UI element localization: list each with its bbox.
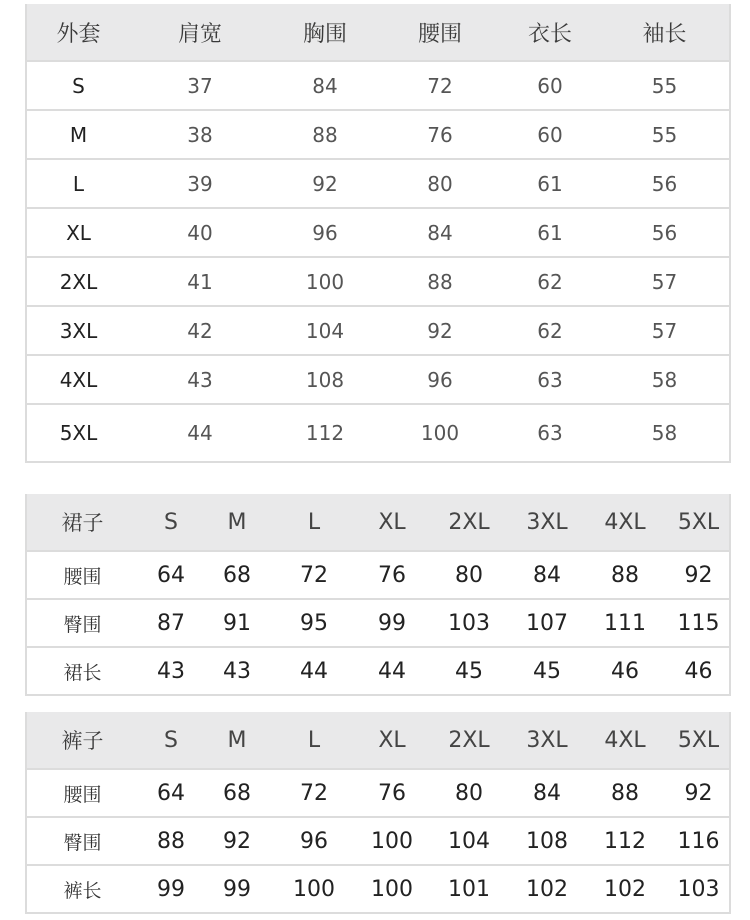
value-cell: 99 [204,865,270,913]
value-cell: 68 [204,769,270,817]
header-cell: 衣长 [500,4,600,61]
header-cell: 外套 [26,4,130,61]
table-row [26,769,730,817]
header-cell: M [204,494,270,551]
value-cell: 45 [426,647,512,695]
value-cell: 44 [358,647,426,695]
table-row [26,355,730,404]
size-cell: 4XL [26,355,130,404]
table-row [26,110,730,159]
value-cell: 84 [512,769,582,817]
value-cell: 43 [130,355,270,404]
value-cell: 99 [138,865,204,913]
value-cell: 112 [270,404,380,462]
value-cell: 108 [270,355,380,404]
value-cell: 60 [500,61,600,110]
value-cell: 43 [204,647,270,695]
value-cell: 39 [130,159,270,208]
header-cell: 3XL [512,494,582,551]
value-cell: 44 [130,404,270,462]
value-cell: 46 [668,647,730,695]
value-cell: 63 [500,404,600,462]
value-cell: 61 [500,159,600,208]
value-cell: 38 [130,110,270,159]
value-cell: 111 [582,599,668,647]
value-cell: 80 [426,551,512,599]
header-cell: L [270,712,358,769]
value-cell: 88 [270,110,380,159]
table-row [26,817,730,865]
value-cell: 96 [380,355,500,404]
header-cell: XL [358,494,426,551]
value-cell: 58 [600,355,730,404]
value-cell: 68 [204,551,270,599]
table-row [26,865,730,913]
header-cell: L [270,494,358,551]
table-header-row [26,712,730,769]
value-cell: 76 [358,551,426,599]
value-cell: 58 [600,404,730,462]
table-row [26,159,730,208]
value-cell: 88 [582,551,668,599]
header-cell: 腰围 [380,4,500,61]
table-row [26,61,730,110]
value-cell: 100 [380,404,500,462]
value-cell: 100 [270,257,380,306]
value-cell: 64 [138,769,204,817]
value-cell: 62 [500,257,600,306]
row-label: 裤长 [26,865,138,913]
value-cell: 44 [270,647,358,695]
size-cell: 3XL [26,306,130,355]
header-cell: 5XL [668,712,730,769]
value-cell: 37 [130,61,270,110]
value-cell: 76 [358,769,426,817]
table-row [26,599,730,647]
header-cell: 裤子 [26,712,138,769]
header-cell: XL [358,712,426,769]
header-cell: S [138,494,204,551]
table-header-row [26,494,730,551]
skirt-size-table [25,494,731,696]
value-cell: 104 [270,306,380,355]
value-cell: 108 [512,817,582,865]
value-cell: 96 [270,208,380,257]
value-cell: 115 [668,599,730,647]
size-cell: S [26,61,130,110]
table-row [26,306,730,355]
value-cell: 100 [358,817,426,865]
value-cell: 96 [270,817,358,865]
header-cell: 2XL [426,494,512,551]
header-cell: 4XL [582,712,668,769]
value-cell: 101 [426,865,512,913]
value-cell: 88 [138,817,204,865]
value-cell: 102 [582,865,668,913]
value-cell: 45 [512,647,582,695]
header-cell: 胸围 [270,4,380,61]
size-cell: L [26,159,130,208]
value-cell: 61 [500,208,600,257]
value-cell: 99 [358,599,426,647]
value-cell: 72 [380,61,500,110]
table-row [26,208,730,257]
value-cell: 87 [138,599,204,647]
value-cell: 62 [500,306,600,355]
header-cell: 肩宽 [130,4,270,61]
value-cell: 42 [130,306,270,355]
size-cell: 2XL [26,257,130,306]
value-cell: 56 [600,208,730,257]
value-cell: 116 [668,817,730,865]
size-cell: XL [26,208,130,257]
header-cell: S [138,712,204,769]
value-cell: 104 [426,817,512,865]
value-cell: 112 [582,817,668,865]
value-cell: 92 [204,817,270,865]
row-label: 腰围 [26,769,138,817]
value-cell: 84 [270,61,380,110]
value-cell: 84 [380,208,500,257]
value-cell: 43 [138,647,204,695]
value-cell: 100 [358,865,426,913]
value-cell: 107 [512,599,582,647]
value-cell: 92 [668,551,730,599]
value-cell: 103 [426,599,512,647]
value-cell: 40 [130,208,270,257]
row-label: 裙长 [26,647,138,695]
header-cell: 3XL [512,712,582,769]
value-cell: 46 [582,647,668,695]
value-cell: 72 [270,769,358,817]
value-cell: 95 [270,599,358,647]
pants-size-table [25,712,731,914]
value-cell: 55 [600,61,730,110]
size-cell: M [26,110,130,159]
header-cell: M [204,712,270,769]
value-cell: 60 [500,110,600,159]
value-cell: 91 [204,599,270,647]
value-cell: 92 [270,159,380,208]
value-cell: 57 [600,306,730,355]
header-cell: 袖长 [600,4,730,61]
value-cell: 64 [138,551,204,599]
value-cell: 102 [512,865,582,913]
value-cell: 72 [270,551,358,599]
value-cell: 76 [380,110,500,159]
header-cell: 5XL [668,494,730,551]
value-cell: 92 [668,769,730,817]
table-header-row [26,4,730,61]
header-cell: 裙子 [26,494,138,551]
header-cell: 2XL [426,712,512,769]
size-cell: 5XL [26,404,130,462]
value-cell: 100 [270,865,358,913]
table-row [26,551,730,599]
table-row [26,257,730,306]
value-cell: 92 [380,306,500,355]
value-cell: 55 [600,110,730,159]
table-row [26,647,730,695]
value-cell: 41 [130,257,270,306]
value-cell: 88 [582,769,668,817]
value-cell: 56 [600,159,730,208]
value-cell: 80 [426,769,512,817]
row-label: 腰围 [26,551,138,599]
value-cell: 103 [668,865,730,913]
value-cell: 63 [500,355,600,404]
jacket-size-table [25,4,731,463]
value-cell: 88 [380,257,500,306]
row-label: 臀围 [26,599,138,647]
value-cell: 84 [512,551,582,599]
row-label: 臀围 [26,817,138,865]
header-cell: 4XL [582,494,668,551]
value-cell: 80 [380,159,500,208]
value-cell: 57 [600,257,730,306]
table-row [26,404,730,462]
